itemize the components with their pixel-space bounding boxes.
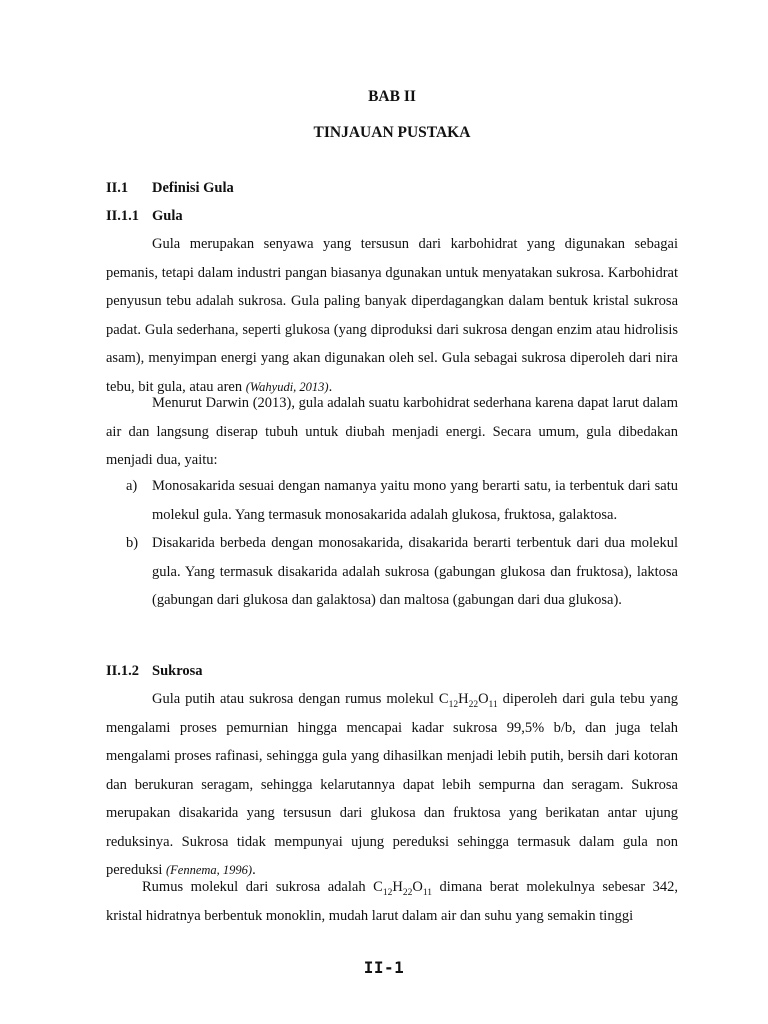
section-number: II.1 — [106, 180, 129, 196]
paragraph-sukrosa — [106, 685, 678, 885]
subsection-title: Gula — [152, 208, 183, 224]
chapter-number: BAB II — [368, 88, 416, 105]
paragraph-text: Rumus molekul dari sukrosa adalah — [142, 879, 374, 895]
paragraph-end: . — [328, 378, 333, 395]
paragraph-rumus-molekul — [106, 873, 678, 930]
paragraph-text: Gula merupakan senyawa yang tersusun dari karbohidrat yang digunakan sebagai pemanis, tetapi dalam industri pangan biasanya dgunakan untuk menyatakan sukrosa. Karbohidrat penyusun tebu adalah sukrosa. Gula paling banyak diperdagangkan dalam bentuk kristal sukrosa padat. Gula sederhana, seperti glukosa (yang diproduksi dari sukrosa dengan enzim atau hidrolisis asam), menyimpan energi yang akan digunakan oleh sel. Gula sebagai sukrosa diperoleh dari nira tebu, bit gula, atau aren — [106, 236, 678, 395]
paragraph-text: Gula putih atau sukrosa dengan rumus molekul — [152, 691, 439, 707]
citation-fennema: (Fennema, 1996) — [166, 863, 253, 877]
chapter-title: TINJAUAN PUSTAKA — [313, 124, 471, 141]
molecular-formula: $C_{12}H_{22}O_{11}$ — [373, 879, 432, 898]
list-item — [106, 529, 678, 615]
subsection-number: II.1.2 — [106, 663, 140, 679]
section-heading-definisi-gula — [106, 180, 234, 197]
subsection-number: II.1.1 — [106, 208, 140, 224]
page-number: II-1 — [363, 958, 405, 977]
list-item — [106, 472, 678, 529]
paragraph-text: Menurut Darwin (2013), gula adalah suatu karbohidrat sederhana karena dapat larut dalam air dan langsung diserap tubuh untuk diubah menjadi energi. Secara umum, gula dibedakan menjadi dua, yaitu: — [106, 395, 678, 468]
list-item-text: Disakarida berbeda dengan monosakarida, disakarida berarti terbentuk dari dua molekul gula. Yang termasuk disakarida adalah sukrosa (gabungan glukosa dan fruktosa), laktosa (gabungan dari glukosa dan galaktosa) dan maltosa (gabungan dari dua glukosa). — [152, 535, 678, 608]
subsection-title: Sukrosa — [152, 663, 203, 679]
list-item-text: Monosakarida sesuai dengan namanya yaitu mono yang berarti satu, ia terbentuk dari satu molekul gula. Yang termasuk monosakarida adalah glukosa, fruktosa, galaktosa. — [152, 478, 678, 523]
section-title: Definisi Gula — [152, 180, 234, 196]
list-marker: a) — [126, 478, 138, 494]
subsection-heading-sukrosa — [106, 663, 203, 680]
paragraph-text: diperoleh dari gula tebu yang mengalami proses pemurnian hingga mencapai kadar sukrosa 99,5% b/b, dan juga telah mengalami proses rafinasi, sehingga gula yang dihasilkan menjadi lebih putih, bersih dari kotoran dan berukuran seragam, sehingga kelarutannya dapat lebih sempurna dan seragam. Sukrosa merupakan disakarida yang tersusun dari glukosa dan fruktosa yang berikatan antar ujung reduksinya. Sukrosa tidak mempunyai ujung pereduksi sehingga termasuk dalam gula non pereduksi — [106, 691, 678, 878]
subsection-heading-gula — [106, 208, 183, 225]
list-marker: b) — [126, 535, 139, 551]
molecular-formula: $C_{12}H_{22}O_{11}$ — [438, 691, 498, 710]
sugar-types-list — [106, 472, 678, 615]
paragraph-end: . — [252, 862, 256, 878]
paragraph-darwin — [106, 389, 678, 475]
paragraph-gula-definition — [106, 230, 678, 401]
citation-wahyudi: (Wahyudi, 2013) — [245, 379, 329, 394]
paragraph-text: dimana berat molekulnya sebesar 342, kristal hidratnya berbentuk monoklin, mudah larut dalam air dan suhu yang semakin tinggi — [106, 879, 678, 924]
